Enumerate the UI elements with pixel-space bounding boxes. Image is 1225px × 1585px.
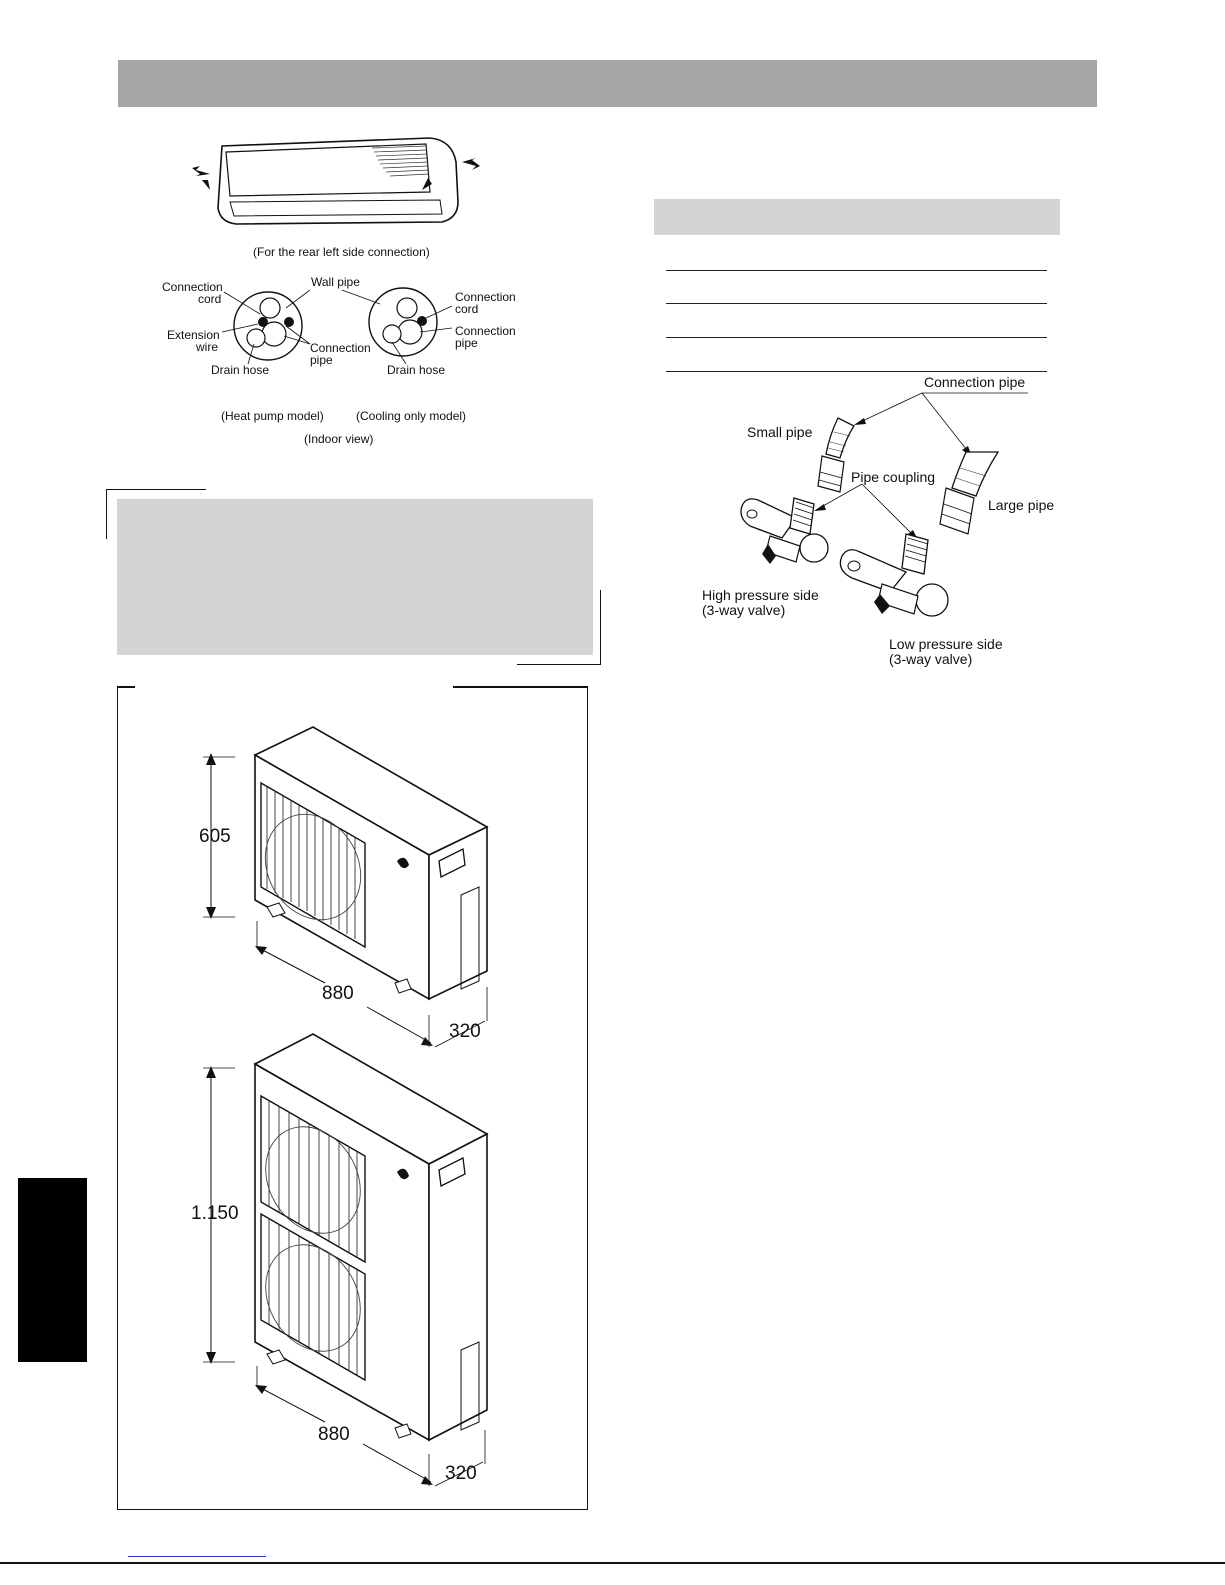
note-bracket-bottom (517, 664, 601, 665)
large-unit-width: 880 (318, 1424, 350, 1445)
connection-pipe-mid-label-2: pipe (310, 353, 333, 367)
connection-pipe-right-label-2: pipe (455, 336, 478, 350)
left-note-box (117, 499, 593, 655)
connection-pipe-right-label-1: Connection (455, 324, 516, 338)
note-bracket-top (106, 489, 206, 490)
small-unit-height: 605 (199, 826, 231, 847)
cooling-only-caption: (Cooling only model) (356, 409, 467, 423)
pipe-coupling-label: Pipe coupling (851, 469, 936, 485)
low-pressure-label-2: (3-way valve) (889, 651, 973, 667)
page-header-bar (118, 60, 1097, 107)
right-section-heading (654, 199, 1060, 235)
extension-wire-label-1: Extension (167, 328, 220, 342)
note-bracket-left (106, 489, 107, 539)
high-pressure-label-2: (3-way valve) (702, 602, 786, 618)
rear-connection-caption: (For the rear left side connection) (253, 245, 430, 259)
high-pressure-label-1: High pressure side (702, 587, 819, 603)
drain-hose-right-label: Drain hose (387, 363, 446, 377)
large-unit-depth: 320 (445, 1463, 477, 1484)
outdoor-unit-small (195, 725, 495, 1055)
large-pipe-label: Large pipe (988, 497, 1055, 513)
footer-link-underline[interactable] (128, 1556, 266, 1557)
footer-rule (0, 1562, 1225, 1564)
frame-top-left (117, 686, 135, 688)
small-unit-depth: 320 (449, 1021, 481, 1042)
indoor-unit-illustration (190, 132, 480, 232)
connection-cord-right-label-1: Connection (455, 290, 516, 304)
heat-pump-caption: (Heat pump model) (221, 409, 324, 423)
form-line-3 (666, 337, 1047, 338)
indoor-view-caption: (Indoor view) (304, 432, 374, 446)
small-pipe-label: Small pipe (747, 424, 813, 440)
form-line-2 (666, 303, 1047, 304)
low-pressure-label-1: Low pressure side (889, 636, 1003, 652)
large-unit-height: 1.150 (191, 1203, 239, 1224)
connection-pipe-mid-label-1: Connection (310, 341, 371, 355)
form-line-4 (666, 371, 1047, 372)
connection-pipe-label: Connection pipe (924, 374, 1026, 390)
wall-pipe-label: Wall pipe (311, 275, 360, 289)
drain-hose-left-label: Drain hose (211, 363, 270, 377)
note-bracket-right (600, 590, 601, 665)
frame-top-right (453, 686, 588, 688)
connection-cord-label-2: cord (198, 292, 222, 306)
form-line-1 (666, 270, 1047, 271)
language-side-tab (18, 1178, 87, 1362)
extension-wire-label-2: wire (196, 340, 219, 354)
connection-cord-right-label-2: cord (455, 302, 479, 316)
connection-cord-label-1: Connection (162, 280, 223, 294)
small-unit-width: 880 (322, 983, 354, 1004)
